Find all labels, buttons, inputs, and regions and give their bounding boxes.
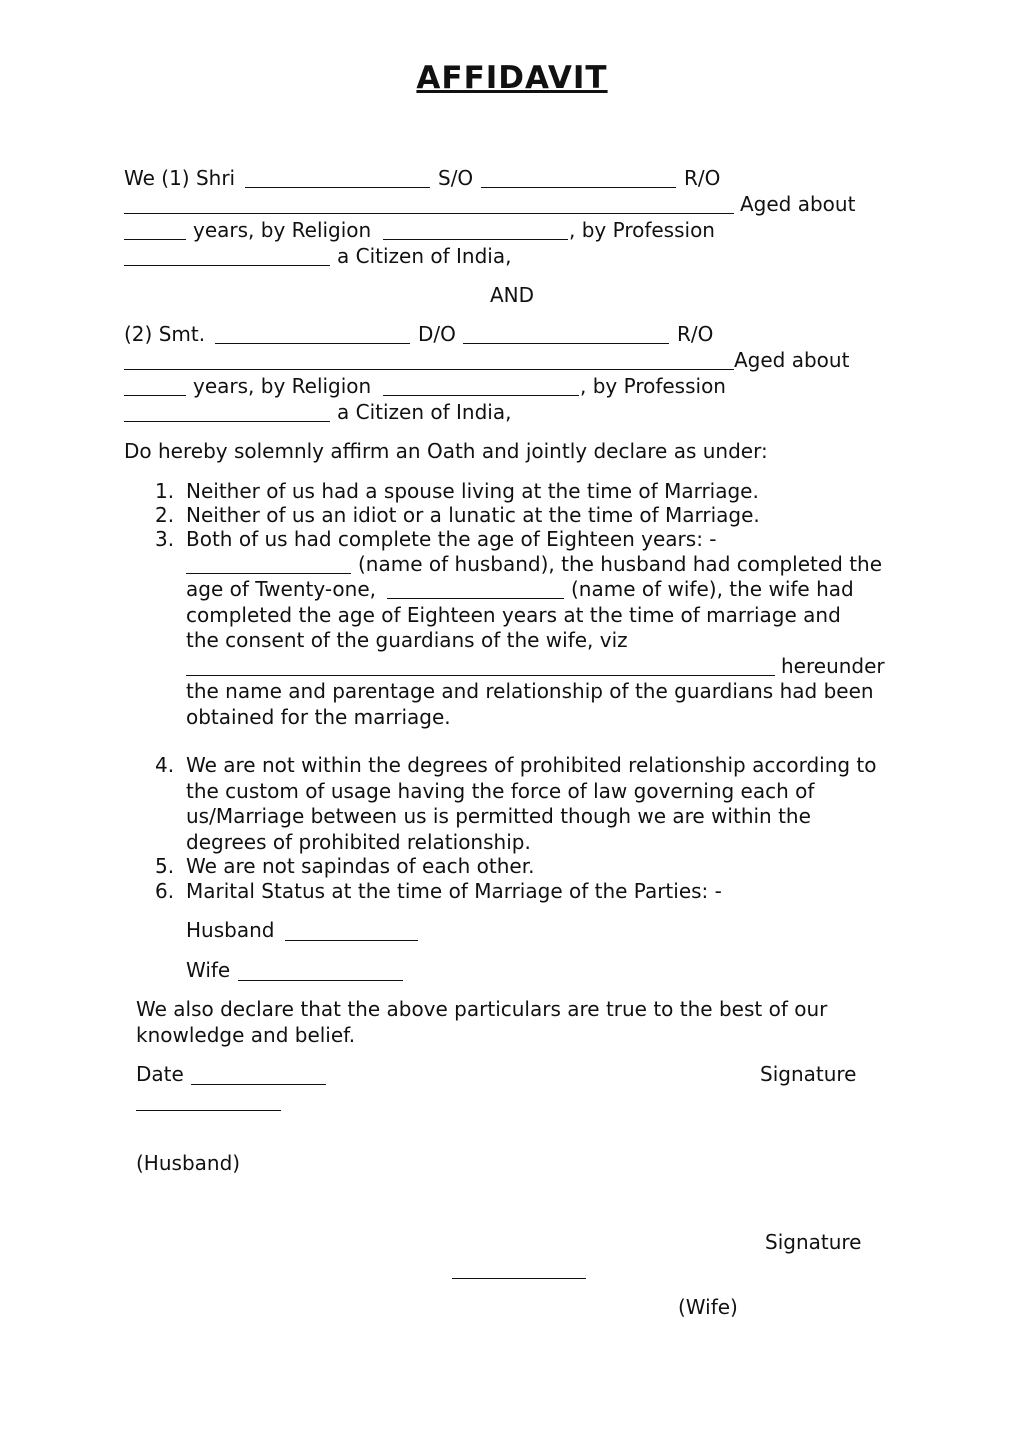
party2-aged-about-label: Aged about — [734, 348, 850, 372]
party1-profession-blank[interactable] — [124, 265, 330, 266]
party1-father-blank[interactable] — [481, 187, 676, 188]
list-item-line: degrees of prohibited relationship. — [186, 830, 531, 854]
party2-age-blank[interactable] — [124, 395, 186, 396]
list-item: Neither of us had a spouse living at the time of Marriage. — [186, 479, 759, 503]
party1-citizen-label: a Citizen of India, — [337, 244, 512, 268]
party2-profession-label: , by Profession — [580, 374, 726, 398]
husband-signature-blank[interactable] — [136, 1110, 281, 1111]
party2-profession-blank[interactable] — [124, 421, 330, 422]
list-item-line: the consent of the guardians of the wife, viz — [186, 628, 628, 652]
marital-wife-label: Wife — [186, 958, 231, 982]
list-item-line: the name and parentage and relationship of the guardians had been — [186, 679, 874, 703]
list-item: Neither of us an idiot or a lunatic at the time of Marriage. — [186, 503, 760, 527]
marital-husband-blank[interactable] — [285, 940, 418, 941]
list-item: We are not within the degrees of prohibited relationship according to — [186, 753, 877, 777]
party1-religion-label: years, by Religion — [193, 218, 372, 242]
party2-father-blank[interactable] — [463, 343, 669, 344]
party2-religion-blank[interactable] — [383, 395, 579, 396]
list-item-line: (name of husband), the husband had completed the — [358, 552, 883, 576]
wife-signature-blank[interactable] — [452, 1278, 586, 1279]
guardians-blank[interactable] — [186, 675, 775, 676]
husband-signature-label: Signature — [760, 1062, 857, 1086]
party1-name-blank[interactable] — [245, 187, 430, 188]
list-item-line: us/Marriage between us is permitted though we are within the — [186, 804, 811, 828]
list-item: Both of us had complete the age of Eighteen years: - — [186, 527, 717, 551]
party2-smt-label: (2) Smt. — [124, 322, 206, 346]
marital-wife-blank[interactable] — [238, 980, 403, 981]
party2-do-label: D/O — [418, 322, 456, 346]
date-label: Date — [136, 1062, 184, 1086]
party1-profession-label: , by Profession — [569, 218, 715, 242]
document-title: AFFIDAVIT — [416, 60, 608, 96]
item-number: 3. — [155, 527, 175, 551]
and-separator: AND — [490, 283, 535, 307]
party1-shri-label: We (1) Shri — [124, 166, 236, 190]
party1-aged-about-label: Aged about — [740, 192, 856, 216]
closing-statement: We also declare that the above particulars are true to the best of our — [136, 997, 828, 1021]
list-item-line: the custom of usage having the force of law governing each of — [186, 779, 815, 803]
party1-religion-blank[interactable] — [383, 239, 568, 240]
list-item-line: hereunder — [781, 654, 885, 678]
party2-ro-label: R/O — [677, 322, 714, 346]
item-number: 5. — [155, 854, 175, 878]
date-blank[interactable] — [191, 1084, 326, 1085]
item-number: 6. — [155, 879, 175, 903]
party2-religion-label: years, by Religion — [193, 374, 372, 398]
list-item-line: age of Twenty-one, — [186, 577, 376, 601]
party1-ro-label: R/O — [684, 166, 721, 190]
wife-name-blank[interactable] — [387, 598, 564, 599]
item-number: 4. — [155, 753, 175, 777]
list-item-line: obtained for the marriage. — [186, 705, 451, 729]
declaration-intro: Do hereby solemnly affirm an Oath and jointly declare as under: — [124, 439, 768, 463]
list-item-line: (name of wife), the wife had — [571, 577, 854, 601]
party1-age-blank[interactable] — [124, 239, 186, 240]
party1-so-label: S/O — [438, 166, 474, 190]
marital-husband-label: Husband — [186, 918, 275, 942]
husband-label: (Husband) — [136, 1151, 241, 1175]
wife-signature-label: Signature — [765, 1230, 862, 1254]
party2-name-blank[interactable] — [215, 343, 410, 344]
list-item: Marital Status at the time of Marriage of the Parties: - — [186, 879, 722, 903]
item-number: 1. — [155, 479, 175, 503]
party2-citizen-label: a Citizen of India, — [337, 400, 512, 424]
wife-label: (Wife) — [678, 1295, 738, 1319]
husband-name-blank[interactable] — [186, 573, 351, 574]
list-item-line: completed the age of Eighteen years at the time of marriage and — [186, 603, 841, 627]
party2-address-blank[interactable] — [124, 369, 734, 370]
closing-statement-line: knowledge and belief. — [136, 1023, 356, 1047]
item-number: 2. — [155, 503, 175, 527]
list-item: We are not sapindas of each other. — [186, 854, 535, 878]
party1-address-blank[interactable] — [124, 213, 734, 214]
